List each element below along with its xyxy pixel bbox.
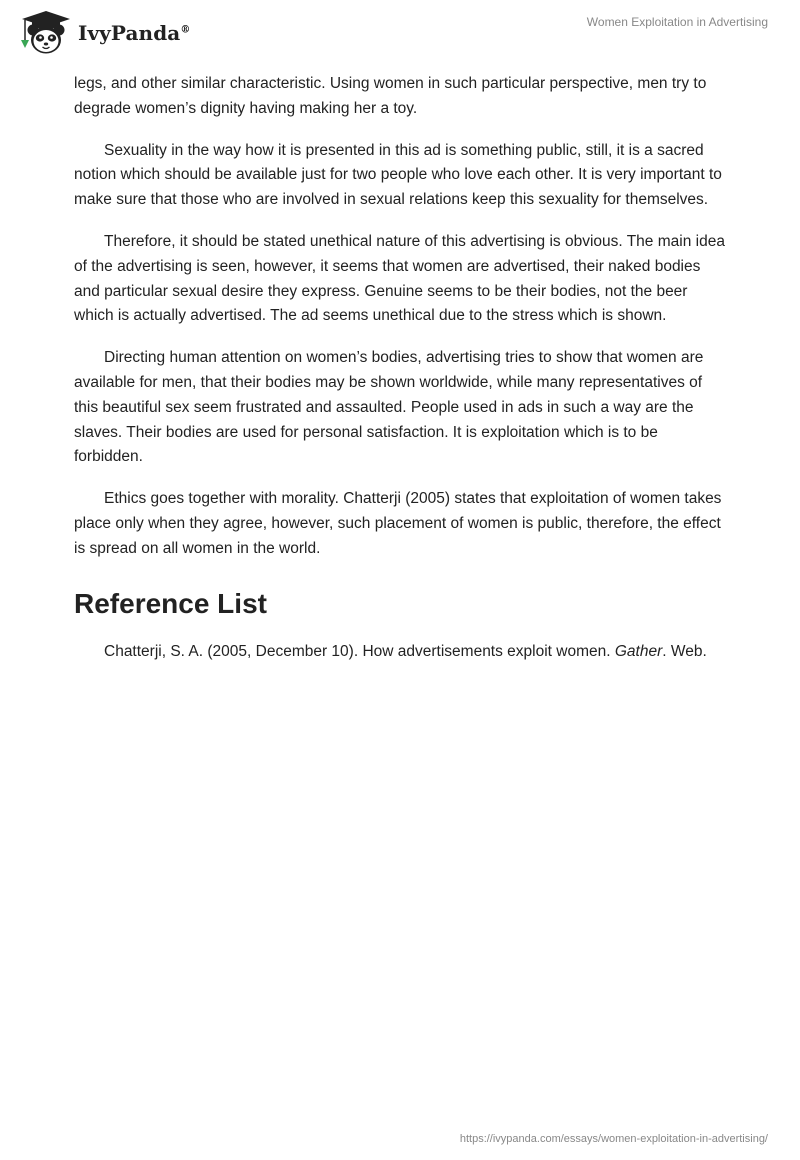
reference-entry [74, 640, 726, 665]
reference-text: Chatterji, S. A. (2005, December 10). How advertisements exploit women. [104, 642, 615, 660]
logo-wordmark: IvyPanda® [78, 21, 191, 45]
paragraph: Ethics goes together with morality. Chatterji (2005) states that exploitation of women takes place only when they agree, however, such placement of women is public, therefore, the effect is spread on all women in the world. [74, 490, 722, 557]
paragraph: Therefore, it should be stated unethical nature of this advertising is obvious. The main idea of the advertising is seen, however, it seems that women are advertised, their naked bodies and particular sexual desire they express. Genuine seems to be their bodies, not the beer which is actually advertised. The ad seems unethical due to the stress which is shown. [74, 232, 725, 325]
page-header [0, 0, 800, 64]
paragraph: Directing human attention on women’s bodies, advertising tries to show that women are available for men, that their bodies may be shown worldwide, while many representatives of this beautiful sex seem frustrated and assaulted. People used in ads in such a way are the slaves. Their bodies are used for personal satisfaction. It is exploitation which is to be forbidden. [74, 349, 704, 466]
registered-mark: ® [180, 24, 191, 36]
ivypanda-logo[interactable] [16, 10, 190, 56]
reference-list-heading: Reference List [74, 587, 267, 619]
document-title: Women Exploitation in Advertising [586, 15, 768, 29]
panda-graduate-logo-icon [16, 10, 74, 56]
reference-source: Gather [614, 642, 663, 660]
source-url[interactable]: https://ivypanda.com/essays/women-exploitation-in-advertising/ [459, 1133, 768, 1145]
essay-body [74, 72, 726, 664]
paragraph: legs, and other similar characteristic. Using women in such particular perspective, men try to degrade women’s dignity having making her a toy. [74, 75, 707, 117]
paragraph: Sexuality in the way how it is presented in this ad is something public, still, it is a sacred notion which should be available just for two people who love each other. It is very important to make sure that those who are involved in sexual relations keep this sexuality for themselves. [74, 141, 722, 209]
reference-text-end: . Web. [662, 642, 707, 660]
